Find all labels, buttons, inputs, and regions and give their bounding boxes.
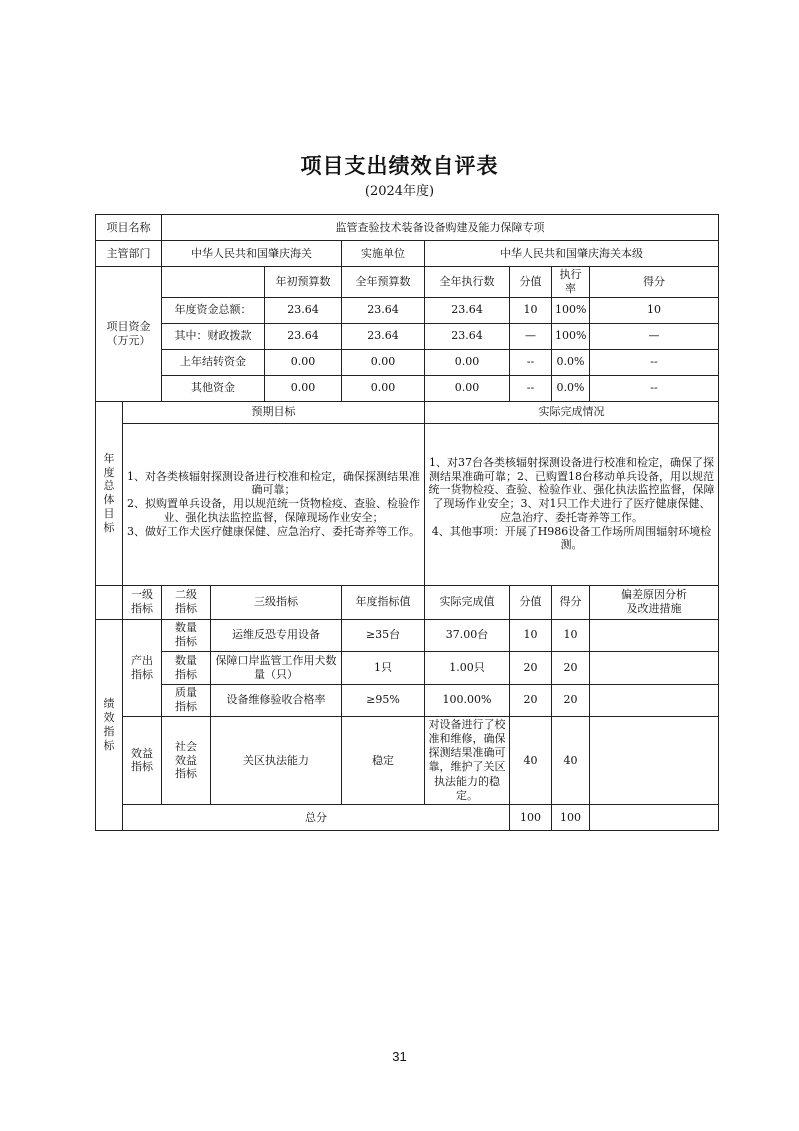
funds-row-score: --: [590, 375, 719, 401]
funds-label: 项目资金 （万元）: [96, 267, 162, 402]
page-number: 31: [392, 1049, 407, 1064]
funds-row-label: 其他资金: [162, 375, 265, 401]
evaluation-table: [95, 214, 719, 831]
indicator-header-level1: 一级 指标: [123, 585, 162, 619]
funds-header-executed: 全年执行数: [425, 267, 510, 298]
indicator-score: 10: [552, 619, 590, 651]
indicator-weight: 20: [510, 684, 552, 716]
indicator-header-deviation: 偏差原因分析 及改进措施: [590, 585, 719, 619]
indicator-deviation: [590, 716, 719, 805]
funds-row-annual: 23.64: [342, 297, 425, 323]
funds-header-rate: 执行率: [552, 267, 590, 298]
indicator-weight: 40: [510, 716, 552, 805]
funds-header-annual: 全年预算数: [342, 267, 425, 298]
funds-row-rate: 100%: [552, 323, 590, 349]
funds-row-rate: 100%: [552, 297, 590, 323]
indicator-target: ≥95%: [342, 684, 425, 716]
indicator-header-level3: 三级指标: [211, 585, 342, 619]
indicator-deviation: [590, 684, 719, 716]
page-title: 项目支出绩效自评表: [300, 153, 499, 178]
indicator-level3: 保障口岸监管工作用犬数量（只）: [211, 651, 342, 684]
funds-row-executed: 0.00: [425, 375, 510, 401]
page-subtitle: (2024年度): [364, 184, 435, 199]
project-name-value: 监管查验技术装备设备购建及能力保障专项: [162, 215, 719, 241]
funds-row-annual: 0.00: [342, 349, 425, 375]
output-indicator-label: 产出 指标: [123, 619, 162, 716]
indicator-target: 1只: [342, 651, 425, 684]
indicator-header-blank: [96, 585, 123, 619]
indicator-weight: 20: [510, 651, 552, 684]
funds-row-label: 其中：财政拨款: [162, 323, 265, 349]
indicator-actual: 1.00只: [425, 651, 510, 684]
indicator-row: [96, 619, 719, 651]
indicator-level2: 质量 指标: [162, 684, 211, 716]
funds-row-executed: 23.64: [425, 323, 510, 349]
funds-header-score: 得分: [590, 267, 719, 298]
goals-label: 年 度 总 体 目 标: [96, 401, 123, 585]
unit-label: 实施单位: [342, 241, 425, 267]
funds-row-initial: 0.00: [265, 349, 342, 375]
indicator-level3: 运维反恐专用设备: [211, 619, 342, 651]
indicator-row: [96, 651, 719, 684]
total-deviation: [590, 805, 719, 831]
indicator-level3: 关区执法能力: [211, 716, 342, 805]
indicator-header-level2: 二级 指标: [162, 585, 211, 619]
funds-row-rate: 0.0%: [552, 349, 590, 375]
indicator-target: 稳定: [342, 716, 425, 805]
indicator-level2: 数量 指标: [162, 619, 211, 651]
funds-header-initial: 年初预算数: [265, 267, 342, 298]
expected-goal-header: 预期目标: [123, 401, 425, 423]
funds-row-weight: --: [510, 349, 552, 375]
indicator-deviation: [590, 619, 719, 651]
indicator-score: 20: [552, 684, 590, 716]
actual-result-header: 实际完成情况: [425, 401, 719, 423]
total-weight: 100: [510, 805, 552, 831]
funds-row-score: --: [590, 349, 719, 375]
funds-row-rate: 0.0%: [552, 375, 590, 401]
unit-value: 中华人民共和国肇庆海关本级: [425, 241, 719, 267]
funds-row-weight: 10: [510, 297, 552, 323]
funds-row-label: 上年结转资金: [162, 349, 265, 375]
dept-value: 中华人民共和国肇庆海关: [162, 241, 342, 267]
project-name-label: 项目名称: [96, 215, 162, 241]
indicator-level2: 数量 指标: [162, 651, 211, 684]
indicators-label: 绩 效 指 标: [96, 619, 123, 831]
funds-row: [96, 323, 719, 349]
total-score: 100: [552, 805, 590, 831]
funds-row-executed: 0.00: [425, 349, 510, 375]
benefit-indicator-label: 效益 指标: [123, 716, 162, 805]
indicator-actual: 100.00%: [425, 684, 510, 716]
funds-row: [96, 297, 719, 323]
funds-row-initial: 23.64: [265, 323, 342, 349]
funds-row-score: —: [590, 323, 719, 349]
funds-row: [96, 375, 719, 401]
indicator-deviation: [590, 651, 719, 684]
expected-goal-text: 1、对各类核辐射探测设备进行校准和检定，确保探测结果准确可靠； 2、拟购置单兵设备，用以规范统一货物检疫、查验、检验作业、强化执法监控监督，保障现场作业安全； 3、做好工作犬医疗健康保健、应急治疗、委托寄养等工作。: [123, 423, 425, 585]
funds-header-blank: [162, 267, 265, 298]
funds-row-annual: 0.00: [342, 375, 425, 401]
indicator-actual: 对设备进行了校准和维修，确保探测结果准确可靠，维护了关区执法能力的稳定。: [425, 716, 510, 805]
actual-result-text: 1、对37台各类核辐射探测设备进行校准和检定，确保了探测结果准确可靠；2、已购置18台移动单兵设备，用以规范统一货物检疫、查验、检验作业、强化执法监控监督，保障了现场作业安全；3、对1只工作犬进行了医疗健康保健、应急治疗、委托寄养等工作。 4、其他事项：开展了H986设备工作场所周围辐射环境检测。: [425, 423, 719, 585]
indicator-actual: 37.00台: [425, 619, 510, 651]
funds-row-initial: 0.00: [265, 375, 342, 401]
indicator-score: 40: [552, 716, 590, 805]
indicator-row: [96, 684, 719, 716]
indicator-level3: 设备维修验收合格率: [211, 684, 342, 716]
funds-row-annual: 23.64: [342, 323, 425, 349]
funds-row-label: 年度资金总额：: [162, 297, 265, 323]
total-label: 总分: [123, 805, 510, 831]
indicator-weight: 10: [510, 619, 552, 651]
indicator-header-target: 年度指标值: [342, 585, 425, 619]
funds-row-weight: —: [510, 323, 552, 349]
funds-row-executed: 23.64: [425, 297, 510, 323]
funds-row-initial: 23.64: [265, 297, 342, 323]
funds-row-score: 10: [590, 297, 719, 323]
funds-header-weight: 分值: [510, 267, 552, 298]
indicator-row: [96, 716, 719, 805]
indicator-score: 20: [552, 651, 590, 684]
indicator-header-weight: 分值: [510, 585, 552, 619]
indicator-target: ≥35台: [342, 619, 425, 651]
indicator-header-actual: 实际完成值: [425, 585, 510, 619]
dept-label: 主管部门: [96, 241, 162, 267]
funds-row-weight: --: [510, 375, 552, 401]
funds-row: [96, 349, 719, 375]
indicator-level2: 社会 效益 指标: [162, 716, 211, 805]
indicator-header-score: 得分: [552, 585, 590, 619]
